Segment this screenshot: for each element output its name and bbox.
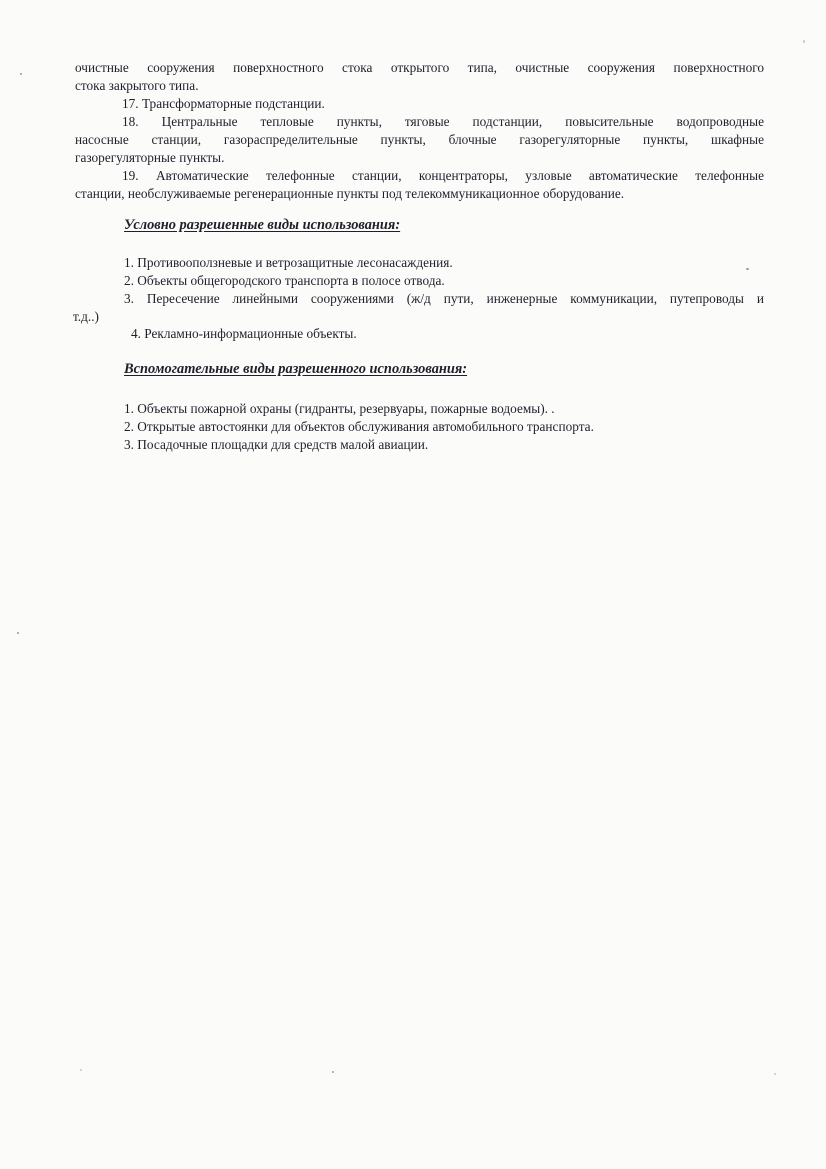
auxiliary-item: 2. Открытые автостоянки для объектов обслуживания автомобильного транспорта.	[124, 419, 594, 434]
list-item-18-line: газорегуляторные пункты.	[75, 150, 225, 165]
section-heading-conditional: Условно разрешенные виды использования:	[124, 217, 401, 233]
auxiliary-item: 1. Объекты пожарной охраны (гидранты, резервуары, пожарные водоемы). .	[124, 401, 555, 416]
scan-speck	[774, 1073, 776, 1075]
auxiliary-item: 3. Посадочные площадки для средств малой авиации.	[124, 437, 429, 452]
paragraph-line: стока закрытого типа.	[75, 78, 199, 93]
scan-speck	[332, 1071, 334, 1073]
scan-speck	[17, 632, 19, 634]
conditional-item-continuation: т.д..)	[73, 309, 99, 324]
conditional-item: 2. Объекты общегородского транспорта в полосе отвода.	[124, 273, 445, 288]
list-item-19-line: 19. Автоматические телефонные станции, концентраторы, узловые автоматические телефонные	[122, 168, 764, 183]
scan-speck	[20, 73, 22, 75]
scan-speck	[746, 268, 749, 270]
conditional-item: 1. Противооползневые и ветрозащитные лесонасаждения.	[124, 255, 453, 270]
scan-speck	[80, 1069, 82, 1071]
section-heading-auxiliary: Вспомогательные виды разрешенного использования:	[124, 361, 468, 377]
scan-speck	[803, 40, 805, 43]
conditional-item: 3. Пересечение линейными сооружениями (ж/д пути, инженерные коммуникации, путепроводы и	[124, 291, 764, 306]
list-item-17: 17. Трансформаторные подстанции.	[122, 96, 325, 111]
paragraph-line: очистные сооружения поверхностного стока открытого типа, очистные сооружения поверхностного	[75, 60, 764, 75]
list-item-18-line: насосные станции, газораспределительные пункты, блочные газорегуляторные пункты, шкафные	[75, 132, 764, 147]
list-item-19-line: станции, необслуживаемые регенерационные пункты под телекоммуникационное оборудование.	[75, 186, 625, 201]
conditional-item: 4. Рекламно-информационные объекты.	[131, 326, 357, 341]
list-item-18-line: 18. Центральные тепловые пункты, тяговые подстанции, повысительные водопроводные	[122, 114, 764, 129]
